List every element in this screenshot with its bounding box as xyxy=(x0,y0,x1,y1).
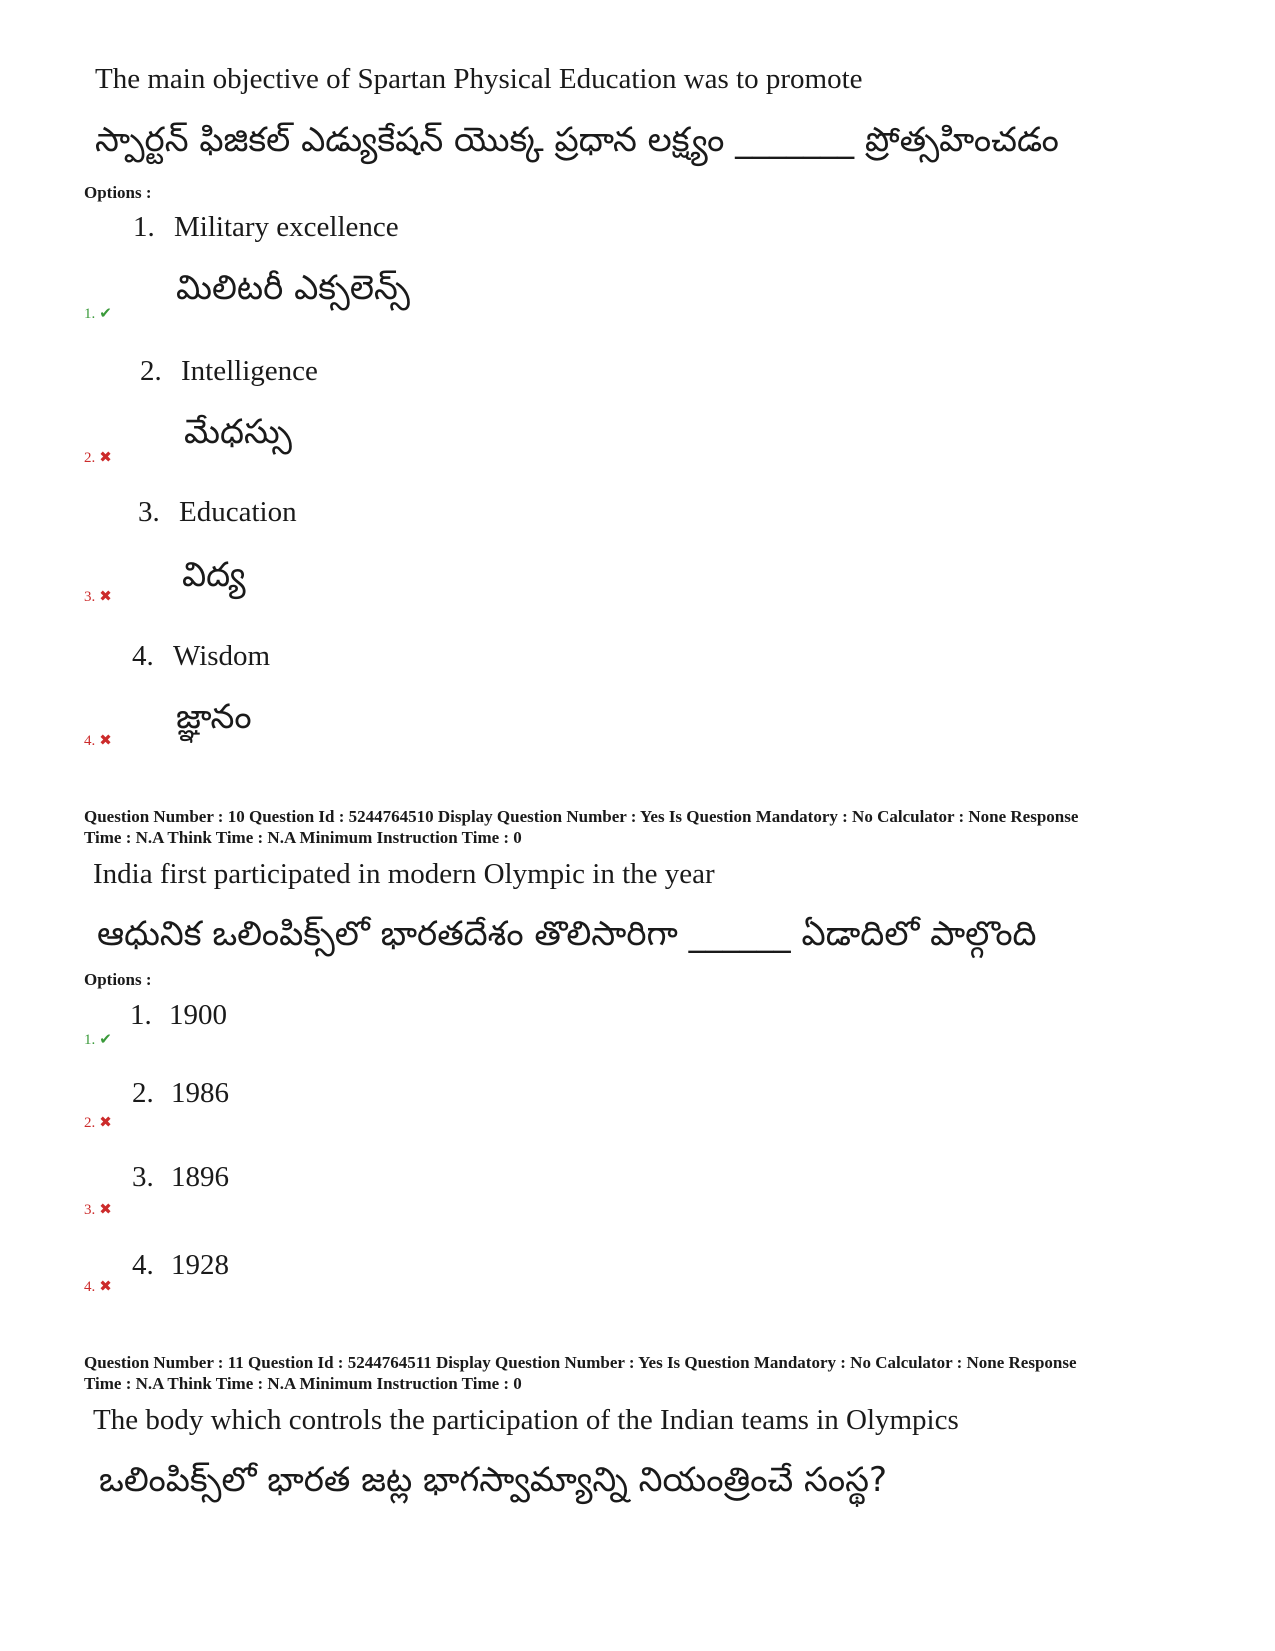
q9-option-3-te: విద్య xyxy=(182,555,246,595)
option-number: 1. xyxy=(130,999,152,1031)
q10-option-3-mark xyxy=(84,1200,112,1219)
cross-icon: ✖ xyxy=(99,1115,112,1131)
q9-option-3 xyxy=(138,496,297,529)
q11-question-te: ఒలింపిక్స్‌లో భారత జట్ల భాగస్వామ్యాన్ని నియంత్రించే సంస్థ? xyxy=(99,1460,887,1500)
option-text-en: 1986 xyxy=(171,1077,229,1109)
option-number: 1. xyxy=(133,211,155,243)
cross-icon: ✖ xyxy=(99,1279,112,1295)
q10-question-te: ఆధునిక ఒలింపిక్స్‌లో భారతదేశం తొలిసారిగా ______ ఏడాదిలో పాల్గొంది xyxy=(97,914,1037,954)
option-number: 3. xyxy=(138,496,160,528)
q9-option-4-te: జ్ఞానం xyxy=(176,697,252,737)
mark-number: 2. xyxy=(84,1115,96,1131)
cross-icon: ✖ xyxy=(99,733,112,749)
q10-question-en: India first participated in modern Olympic in the year xyxy=(93,858,715,890)
q9-option-4-mark xyxy=(84,731,112,750)
mark-number: 4. xyxy=(84,733,96,749)
option-text-en: Intelligence xyxy=(181,355,318,387)
option-text-en: Military excellence xyxy=(174,211,399,243)
q9-option-2-te: మేధస్సు xyxy=(184,412,292,452)
q10-options-label: Options : xyxy=(84,970,152,989)
q11-meta xyxy=(84,1352,1077,1394)
q9-question-en: The main objective of Spartan Physical Education was to promote xyxy=(95,63,863,95)
q9-option-3-mark xyxy=(84,587,112,606)
mark-number: 1. xyxy=(84,1032,96,1048)
option-text-en: 1900 xyxy=(169,999,227,1031)
option-text-en: 1896 xyxy=(171,1161,229,1193)
q10-option-3 xyxy=(132,1161,229,1194)
q9-options-label: Options : xyxy=(84,183,152,202)
mark-number: 2. xyxy=(84,450,96,466)
check-icon: ✔ xyxy=(99,306,112,322)
option-text-en: Wisdom xyxy=(173,640,271,672)
option-number: 2. xyxy=(140,355,162,387)
option-number: 4. xyxy=(132,1249,154,1281)
option-number: 3. xyxy=(132,1161,154,1193)
mark-number: 3. xyxy=(84,1202,96,1218)
q10-meta-line1: Question Number : 10 Question Id : 5244764510 Display Question Number : Yes Is Question Mandatory : No Calculator : None Response xyxy=(84,807,1079,826)
q10-meta-line2: Time : N.A Think Time : N.A Minimum Instruction Time : 0 xyxy=(84,828,522,847)
q10-option-4 xyxy=(132,1249,229,1282)
option-text-en: Education xyxy=(179,496,297,528)
q9-option-4 xyxy=(132,640,270,673)
q9-option-1-mark xyxy=(84,304,112,323)
mark-number: 4. xyxy=(84,1279,96,1295)
q9-option-2 xyxy=(140,355,318,388)
q9-option-1 xyxy=(133,211,399,244)
q10-option-1 xyxy=(130,999,227,1032)
q10-option-2-mark xyxy=(84,1113,112,1132)
q9-option-2-mark xyxy=(84,448,112,467)
q10-option-4-mark xyxy=(84,1277,112,1296)
mark-number: 1. xyxy=(84,306,96,322)
cross-icon: ✖ xyxy=(99,1202,112,1218)
cross-icon: ✖ xyxy=(99,589,112,605)
q9-option-1-te: మిలిటరీ ఎక్సలెన్స్ xyxy=(176,268,410,308)
q10-option-2 xyxy=(132,1077,229,1110)
check-icon: ✔ xyxy=(99,1032,112,1048)
q11-meta-line2: Time : N.A Think Time : N.A Minimum Instruction Time : 0 xyxy=(84,1374,522,1393)
q9-question-te: స్పార్టన్ ఫిజికల్ ఎడ్యుకేషన్ యొక్క ప్రధాన లక్ష్యం _______ ప్రోత్సహించడం xyxy=(95,120,1059,160)
q10-option-1-mark xyxy=(84,1030,112,1049)
option-number: 4. xyxy=(132,640,154,672)
q10-meta xyxy=(84,806,1078,848)
mark-number: 3. xyxy=(84,589,96,605)
option-number: 2. xyxy=(132,1077,154,1109)
cross-icon: ✖ xyxy=(99,450,112,466)
option-text-en: 1928 xyxy=(171,1249,229,1281)
q11-meta-line1: Question Number : 11 Question Id : 5244764511 Display Question Number : Yes Is Question Mandatory : No Calculator : None Response xyxy=(84,1353,1077,1372)
q11-question-en: The body which controls the participation of the Indian teams in Olympics xyxy=(93,1404,959,1436)
